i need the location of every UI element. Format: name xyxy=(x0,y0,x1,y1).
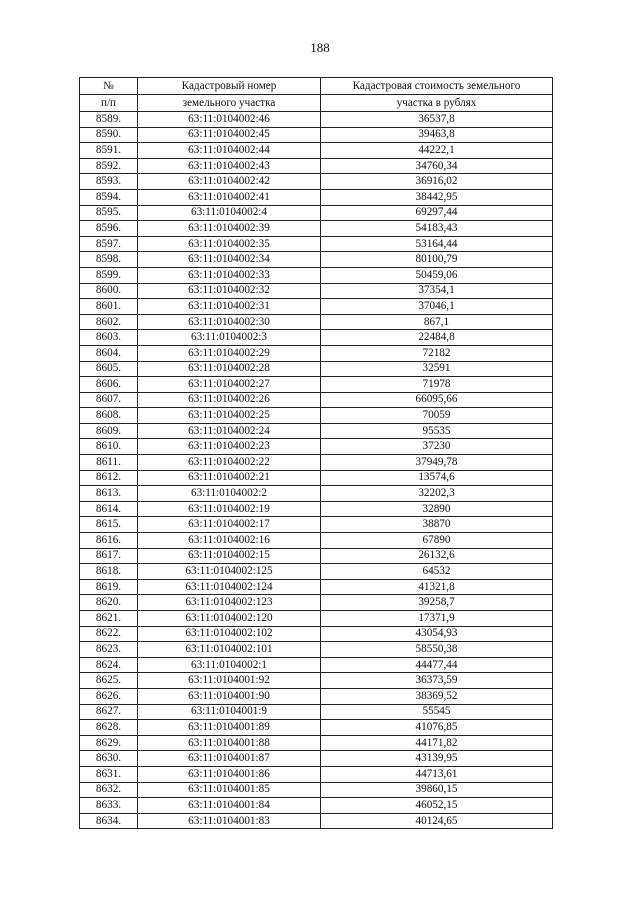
table-row xyxy=(80,189,553,205)
table-row xyxy=(80,673,553,689)
cadastral-value-cell: 34760,34 xyxy=(321,158,553,174)
cadastral-value-cell: 41321,8 xyxy=(321,579,553,595)
table-row xyxy=(80,112,553,128)
row-number-cell: 8619. xyxy=(80,579,138,595)
row-number-cell: 8594. xyxy=(80,189,138,205)
row-number-cell: 8607. xyxy=(80,392,138,408)
row-number-cell: 8632. xyxy=(80,782,138,798)
cadastral-value-cell: 44713,61 xyxy=(321,766,553,782)
row-number-cell: 8590. xyxy=(80,127,138,143)
cadastral-value-cell: 867,1 xyxy=(321,314,553,330)
cadastral-number-cell: 63:11:0104002:23 xyxy=(138,439,321,455)
cadastral-number-cell: 63:11:0104001:83 xyxy=(138,813,321,829)
cadastral-number-cell: 63:11:0104002:120 xyxy=(138,611,321,627)
row-number-cell: 8631. xyxy=(80,766,138,782)
cadastral-value-cell: 32591 xyxy=(321,361,553,377)
table-row xyxy=(80,626,553,642)
row-number-cell: 8606. xyxy=(80,377,138,393)
table-row xyxy=(80,751,553,767)
header-number-line2: п/п xyxy=(80,95,138,112)
table-row xyxy=(80,236,553,252)
cadastral-number-cell: 63:11:0104002:34 xyxy=(138,252,321,268)
cadastral-number-cell: 63:11:0104002:43 xyxy=(138,158,321,174)
cadastral-number-cell: 63:11:0104002:1 xyxy=(138,657,321,673)
cadastral-number-cell: 63:11:0104001:86 xyxy=(138,766,321,782)
header-cadastral-value-line2: участка в рублях xyxy=(321,95,553,112)
row-number-cell: 8616. xyxy=(80,533,138,549)
row-number-cell: 8593. xyxy=(80,174,138,190)
row-number-cell: 8597. xyxy=(80,236,138,252)
cadastral-number-cell: 63:11:0104001:84 xyxy=(138,798,321,814)
table-row xyxy=(80,611,553,627)
cadastral-number-cell: 63:11:0104002:24 xyxy=(138,423,321,439)
header-cadastral-value-line1: Кадастровая стоимость земельного xyxy=(321,78,553,95)
table-row xyxy=(80,798,553,814)
row-number-cell: 8605. xyxy=(80,361,138,377)
cadastral-number-cell: 63:11:0104001:89 xyxy=(138,720,321,736)
cadastral-value-cell: 36537,8 xyxy=(321,112,553,128)
table-row xyxy=(80,127,553,143)
table-row xyxy=(80,782,553,798)
cadastral-value-cell: 54183,43 xyxy=(321,221,553,237)
cadastral-number-cell: 63:11:0104002:30 xyxy=(138,314,321,330)
table-row xyxy=(80,377,553,393)
cadastral-number-cell: 63:11:0104002:32 xyxy=(138,283,321,299)
cadastral-value-cell: 38442,95 xyxy=(321,189,553,205)
cadastral-number-cell: 63:11:0104002:102 xyxy=(138,626,321,642)
row-number-cell: 8596. xyxy=(80,221,138,237)
row-number-cell: 8591. xyxy=(80,143,138,159)
table-row xyxy=(80,143,553,159)
row-number-cell: 8592. xyxy=(80,158,138,174)
cadastral-number-cell: 63:11:0104002:26 xyxy=(138,392,321,408)
row-number-cell: 8626. xyxy=(80,688,138,704)
cadastral-number-cell: 63:11:0104002:28 xyxy=(138,361,321,377)
cadastral-value-cell: 43054,93 xyxy=(321,626,553,642)
cadastral-number-cell: 63:11:0104001:92 xyxy=(138,673,321,689)
cadastral-value-cell: 40124,65 xyxy=(321,813,553,829)
cadastral-value-cell: 46052,15 xyxy=(321,798,553,814)
table-row xyxy=(80,470,553,486)
table-row xyxy=(80,564,553,580)
cadastral-value-cell: 72182 xyxy=(321,345,553,361)
table-row xyxy=(80,813,553,829)
table-row xyxy=(80,345,553,361)
row-number-cell: 8598. xyxy=(80,252,138,268)
cadastral-number-cell: 63:11:0104001:85 xyxy=(138,782,321,798)
table-row xyxy=(80,735,553,751)
table-row xyxy=(80,205,553,221)
table-row xyxy=(80,158,553,174)
table-row xyxy=(80,595,553,611)
cadastral-number-cell: 63:11:0104001:9 xyxy=(138,704,321,720)
cadastral-value-cell: 37949,78 xyxy=(321,455,553,471)
cadastral-value-cell: 44222,1 xyxy=(321,143,553,159)
cadastral-value-cell: 67890 xyxy=(321,533,553,549)
cadastral-value-cell: 80100,79 xyxy=(321,252,553,268)
cadastral-number-cell: 63:11:0104001:88 xyxy=(138,735,321,751)
table-row xyxy=(80,548,553,564)
row-number-cell: 8621. xyxy=(80,611,138,627)
cadastral-value-cell: 69297,44 xyxy=(321,205,553,221)
cadastral-value-cell: 44477,44 xyxy=(321,657,553,673)
table-row xyxy=(80,704,553,720)
cadastral-value-cell: 37046,1 xyxy=(321,299,553,315)
table-row xyxy=(80,579,553,595)
table-row xyxy=(80,361,553,377)
cadastral-value-cell: 22484,8 xyxy=(321,330,553,346)
row-number-cell: 8615. xyxy=(80,517,138,533)
cadastral-value-cell: 41076,85 xyxy=(321,720,553,736)
row-number-cell: 8618. xyxy=(80,564,138,580)
row-number-cell: 8620. xyxy=(80,595,138,611)
table-row xyxy=(80,642,553,658)
cadastral-value-cell: 39258,7 xyxy=(321,595,553,611)
row-number-cell: 8589. xyxy=(80,112,138,128)
cadastral-value-cell: 71978 xyxy=(321,377,553,393)
row-number-cell: 8617. xyxy=(80,548,138,564)
row-number-cell: 8599. xyxy=(80,267,138,283)
cadastral-number-cell: 63:11:0104001:90 xyxy=(138,688,321,704)
cadastral-value-cell: 66095,66 xyxy=(321,392,553,408)
table-row xyxy=(80,221,553,237)
cadastral-number-cell: 63:11:0104002:123 xyxy=(138,595,321,611)
table-row xyxy=(80,486,553,502)
cadastral-value-cell: 95535 xyxy=(321,423,553,439)
table-row xyxy=(80,283,553,299)
row-number-cell: 8629. xyxy=(80,735,138,751)
row-number-cell: 8627. xyxy=(80,704,138,720)
cadastral-value-cell: 32890 xyxy=(321,501,553,517)
cadastral-value-cell: 38870 xyxy=(321,517,553,533)
row-number-cell: 8604. xyxy=(80,345,138,361)
row-number-cell: 8613. xyxy=(80,486,138,502)
cadastral-number-cell: 63:11:0104002:21 xyxy=(138,470,321,486)
cadastral-value-cell: 55545 xyxy=(321,704,553,720)
cadastral-number-cell: 63:11:0104002:19 xyxy=(138,501,321,517)
table-row xyxy=(80,423,553,439)
row-number-cell: 8595. xyxy=(80,205,138,221)
cadastral-number-cell: 63:11:0104002:4 xyxy=(138,205,321,221)
cadastral-number-cell: 63:11:0104002:2 xyxy=(138,486,321,502)
cadastral-value-cell: 64532 xyxy=(321,564,553,580)
header-cadastral-number-line2: земельного участка xyxy=(138,95,321,112)
table-body xyxy=(80,112,553,829)
row-number-cell: 8609. xyxy=(80,423,138,439)
cadastral-value-cell: 37354,1 xyxy=(321,283,553,299)
cadastral-value-cell: 38369,52 xyxy=(321,688,553,704)
cadastral-number-cell: 63:11:0104002:39 xyxy=(138,221,321,237)
cadastral-number-cell: 63:11:0104002:29 xyxy=(138,345,321,361)
row-number-cell: 8633. xyxy=(80,798,138,814)
cadastral-value-cell: 36916,02 xyxy=(321,174,553,190)
header-cadastral-number-line1: Кадастровый номер xyxy=(138,78,321,95)
row-number-cell: 8634. xyxy=(80,813,138,829)
cadastral-number-cell: 63:11:0104002:101 xyxy=(138,642,321,658)
cadastral-value-cell: 58550,38 xyxy=(321,642,553,658)
cadastral-number-cell: 63:11:0104002:44 xyxy=(138,143,321,159)
cadastral-value-cell: 37230 xyxy=(321,439,553,455)
cadastral-value-cell: 44171,82 xyxy=(321,735,553,751)
table-row xyxy=(80,720,553,736)
table-row xyxy=(80,517,553,533)
cadastral-number-cell: 63:11:0104002:16 xyxy=(138,533,321,549)
row-number-cell: 8603. xyxy=(80,330,138,346)
row-number-cell: 8625. xyxy=(80,673,138,689)
cadastral-number-cell: 63:11:0104002:35 xyxy=(138,236,321,252)
cadastral-number-cell: 63:11:0104002:33 xyxy=(138,267,321,283)
table-header xyxy=(80,78,553,112)
cadastral-number-cell: 63:11:0104002:45 xyxy=(138,127,321,143)
cadastral-number-cell: 63:11:0104002:42 xyxy=(138,174,321,190)
table-row xyxy=(80,657,553,673)
table-row xyxy=(80,533,553,549)
row-number-cell: 8601. xyxy=(80,299,138,315)
row-number-cell: 8624. xyxy=(80,657,138,673)
cadastral-number-cell: 63:11:0104002:3 xyxy=(138,330,321,346)
cadastral-number-cell: 63:11:0104002:27 xyxy=(138,377,321,393)
table-row xyxy=(80,501,553,517)
row-number-cell: 8614. xyxy=(80,501,138,517)
cadastral-value-cell: 36373,59 xyxy=(321,673,553,689)
cadastral-value-cell: 26132,6 xyxy=(321,548,553,564)
row-number-cell: 8611. xyxy=(80,455,138,471)
table-row xyxy=(80,330,553,346)
row-number-cell: 8610. xyxy=(80,439,138,455)
cadastral-number-cell: 63:11:0104002:25 xyxy=(138,408,321,424)
row-number-cell: 8600. xyxy=(80,283,138,299)
table-row xyxy=(80,299,553,315)
row-number-cell: 8630. xyxy=(80,751,138,767)
cadastral-value-table xyxy=(79,77,553,829)
row-number-cell: 8612. xyxy=(80,470,138,486)
row-number-cell: 8602. xyxy=(80,314,138,330)
cadastral-number-cell: 63:11:0104002:124 xyxy=(138,579,321,595)
table-row xyxy=(80,314,553,330)
cadastral-value-cell: 13574,6 xyxy=(321,470,553,486)
cadastral-number-cell: 63:11:0104002:22 xyxy=(138,455,321,471)
row-number-cell: 8608. xyxy=(80,408,138,424)
row-number-cell: 8623. xyxy=(80,642,138,658)
row-number-cell: 8622. xyxy=(80,626,138,642)
cadastral-number-cell: 63:11:0104002:31 xyxy=(138,299,321,315)
table-row xyxy=(80,766,553,782)
cadastral-value-cell: 53164,44 xyxy=(321,236,553,252)
cadastral-number-cell: 63:11:0104002:41 xyxy=(138,189,321,205)
cadastral-value-cell: 17371,9 xyxy=(321,611,553,627)
table-row xyxy=(80,408,553,424)
row-number-cell: 8628. xyxy=(80,720,138,736)
cadastral-number-cell: 63:11:0104002:125 xyxy=(138,564,321,580)
header-number-line1: № xyxy=(80,78,138,95)
table-row xyxy=(80,455,553,471)
page-number: 188 xyxy=(310,40,330,55)
cadastral-value-cell: 39463,8 xyxy=(321,127,553,143)
table-row xyxy=(80,688,553,704)
table-row xyxy=(80,252,553,268)
cadastral-value-cell: 70059 xyxy=(321,408,553,424)
cadastral-value-cell: 50459,06 xyxy=(321,267,553,283)
table-row xyxy=(80,439,553,455)
table-row xyxy=(80,267,553,283)
cadastral-number-cell: 63:11:0104002:46 xyxy=(138,112,321,128)
cadastral-number-cell: 63:11:0104002:15 xyxy=(138,548,321,564)
table-row xyxy=(80,174,553,190)
cadastral-value-cell: 39860,15 xyxy=(321,782,553,798)
table-row xyxy=(80,392,553,408)
cadastral-number-cell: 63:11:0104001:87 xyxy=(138,751,321,767)
cadastral-number-cell: 63:11:0104002:17 xyxy=(138,517,321,533)
cadastral-value-cell: 32202,3 xyxy=(321,486,553,502)
cadastral-value-cell: 43139,95 xyxy=(321,751,553,767)
